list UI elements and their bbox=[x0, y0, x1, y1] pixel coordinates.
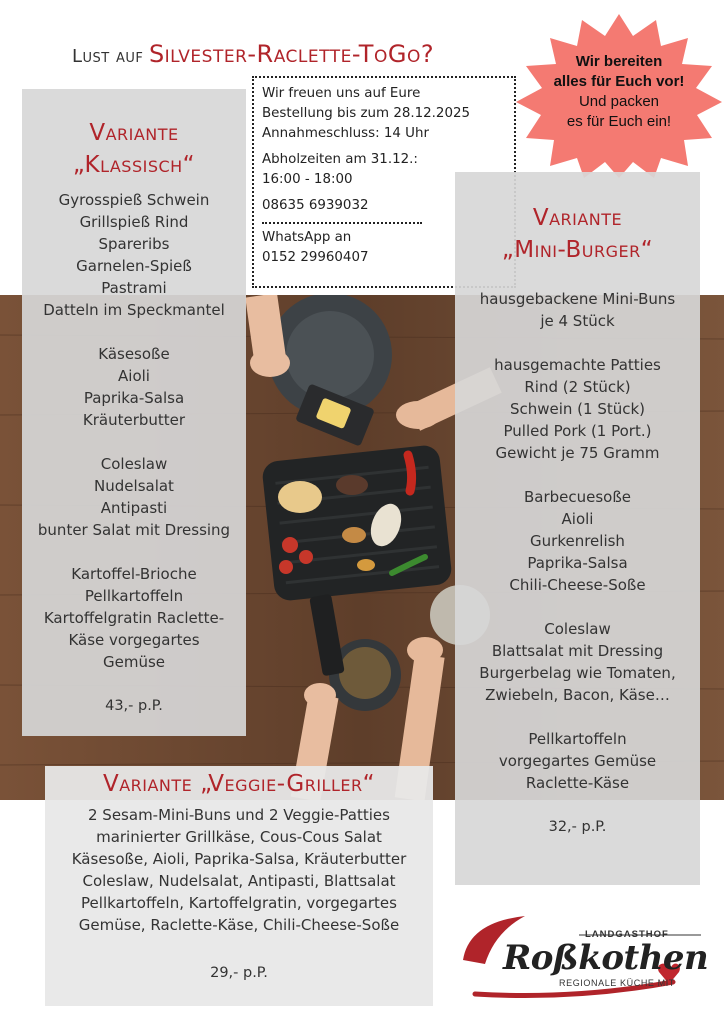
menu-item: Coleslaw bbox=[100, 455, 168, 473]
menu-item: Gyrosspieß Schwein bbox=[58, 191, 210, 209]
whatsapp-label: WhatsApp an bbox=[262, 230, 352, 245]
menu-item: Rind (2 Stück) bbox=[524, 378, 631, 396]
panel-mini-burger bbox=[455, 172, 700, 885]
menu-item: Grillspieß Rind bbox=[79, 213, 189, 231]
menu-item: Gemüse bbox=[102, 653, 165, 671]
panel-mini-title-1: Variante bbox=[532, 205, 623, 231]
order-deadline: Annahmeschluss: 14 Uhr bbox=[262, 126, 429, 141]
menu-item: Raclette-Käse bbox=[525, 774, 630, 792]
menu-item: Burgerbelag wie Tomaten, bbox=[479, 664, 676, 682]
menu-item: Blattsalat mit Dressing bbox=[491, 642, 664, 660]
menu-item: vorgegartes Gemüse bbox=[498, 752, 657, 770]
menu-item: Chili-Cheese-Soße bbox=[509, 576, 646, 594]
menu-item: Garnelen-Spieß bbox=[76, 257, 192, 275]
logo-name: Roßkothen bbox=[503, 938, 709, 978]
menu-item: Datteln im Speckmantel bbox=[43, 301, 225, 319]
menu-item: Barbecuesoße bbox=[523, 488, 632, 506]
panel-veggie-title: Variante „Veggie-Griller“ bbox=[102, 771, 376, 797]
panel-mini-title-2: „Mini-Burger“ bbox=[501, 237, 654, 263]
menu-item: Gewicht je 75 Gramm bbox=[495, 444, 660, 462]
menu-item: Schwein (1 Stück) bbox=[509, 400, 646, 418]
panel-veggie-price: 29,- p.P. bbox=[210, 965, 268, 981]
menu-item: Käsesoße bbox=[98, 345, 170, 363]
headline bbox=[72, 40, 542, 68]
dotted-divider bbox=[262, 222, 422, 224]
menu-item: Coleslaw, Nudelsalat, Antipasti, Blattsalat bbox=[82, 872, 396, 890]
menu-item: Pastrami bbox=[101, 279, 167, 297]
menu-item: hausgemachte Patties bbox=[494, 356, 661, 374]
menu-item: Gemüse, Raclette-Käse, Chili-Cheese-Soße bbox=[78, 916, 400, 934]
menu-item: Paprika-Salsa bbox=[83, 389, 185, 407]
panel-mini-price: 32,- p.P. bbox=[548, 819, 607, 835]
order-text-line2: Bestellung bis zum 28.12.2025 bbox=[262, 106, 470, 121]
menu-item: Käse vorgegartes bbox=[68, 631, 200, 649]
badge-line4: es für Euch ein! bbox=[566, 113, 672, 130]
landgasthof-logo bbox=[455, 902, 709, 1012]
menu-item: Käsesoße, Aioli, Paprika-Salsa, Kräuterbutter bbox=[71, 850, 407, 868]
menu-item: Antipasti bbox=[100, 499, 168, 517]
menu-item: Pellkartoffeln bbox=[84, 587, 184, 605]
menu-item: Zwiebeln, Bacon, Käse… bbox=[485, 686, 670, 704]
pickup-time: 16:00 - 18:00 bbox=[262, 172, 353, 187]
menu-item: Pulled Pork (1 Port.) bbox=[503, 422, 652, 440]
panel-klassisch-title-2: „Klassisch“ bbox=[72, 152, 196, 178]
badge-line3: Und packen bbox=[578, 93, 660, 110]
badge-line1: Wir bereiten bbox=[575, 53, 663, 70]
menu-item: je 4 Stück bbox=[540, 312, 615, 330]
menu-item: Gurkenrelish bbox=[530, 532, 625, 550]
menu-item: Pellkartoffeln, Kartoffelgratin, vorgegartes bbox=[81, 894, 397, 912]
logo-top-text: LANDGASTHOF bbox=[585, 929, 669, 940]
headline-title: Silvester-Raclette-ToGo? bbox=[148, 40, 435, 68]
badge-line2: alles für Euch vor! bbox=[553, 73, 685, 90]
menu-item: Spareribs bbox=[98, 235, 170, 253]
phone-number: 08635 6939032 bbox=[262, 198, 369, 213]
menu-item: Aioli bbox=[118, 367, 150, 385]
menu-item: Pellkartoffeln bbox=[528, 730, 627, 748]
menu-item: 2 Sesam-Mini-Buns und 2 Veggie-Patties bbox=[88, 806, 390, 824]
menu-item: Coleslaw bbox=[544, 620, 611, 638]
order-text-line1: Wir freuen uns auf Eure bbox=[262, 86, 421, 101]
panel-klassisch bbox=[22, 89, 246, 736]
menu-item: Kräuterbutter bbox=[82, 411, 186, 429]
panel-veggie bbox=[45, 766, 433, 1006]
menu-item: marinierter Grillkäse, Cous-Cous Salat bbox=[96, 828, 382, 846]
menu-item: hausgebackene Mini-Buns bbox=[479, 290, 676, 308]
logo-subtitle: REGIONALE KÜCHE MIT bbox=[559, 978, 675, 988]
panel-klassisch-title-1: Variante bbox=[89, 120, 179, 146]
menu-item: Paprika-Salsa bbox=[527, 554, 628, 572]
pickup-label: Abholzeiten am 31.12.: bbox=[262, 152, 418, 167]
panel-klassisch-price: 43,- p.P. bbox=[105, 698, 163, 714]
headline-prefix: Lust auf bbox=[72, 46, 144, 67]
whatsapp-number: 0152 29960407 bbox=[262, 250, 369, 265]
menu-item: Aioli bbox=[561, 510, 594, 528]
menu-item: Kartoffel-Brioche bbox=[71, 565, 197, 583]
promo-starburst bbox=[516, 14, 722, 178]
menu-item: Kartoffelgratin Raclette- bbox=[43, 609, 225, 627]
menu-item: Nudelsalat bbox=[94, 477, 174, 495]
menu-item: bunter Salat mit Dressing bbox=[37, 521, 231, 539]
